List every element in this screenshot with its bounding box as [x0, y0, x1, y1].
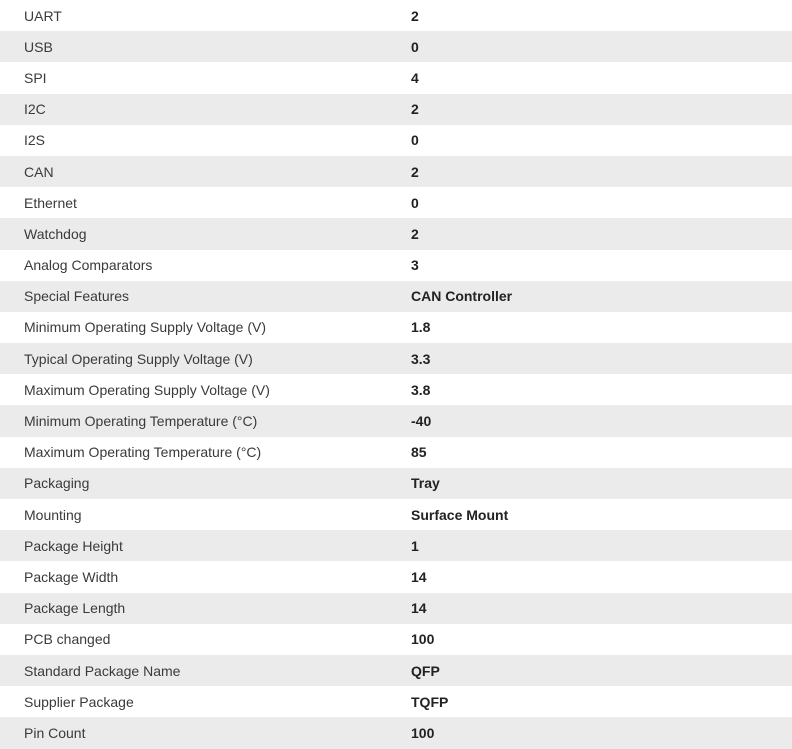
spec-row-i2s: [0, 125, 792, 156]
spec-value: QFP: [411, 662, 440, 679]
spec-row-watchdog: [0, 218, 792, 249]
spec-row-standard-package-name: [0, 655, 792, 686]
spec-label: Special Features: [24, 288, 130, 305]
spec-value: 3.3: [411, 350, 431, 367]
spec-label: Mounting: [24, 506, 82, 523]
spec-value: 1.8: [411, 319, 431, 336]
spec-label: I2C: [24, 101, 46, 118]
spec-row-pin-count: [0, 717, 792, 748]
spec-value: 3: [411, 257, 419, 274]
spec-value: 14: [411, 600, 427, 617]
spec-label: Minimum Operating Temperature (°C): [24, 413, 258, 430]
spec-label: USB: [24, 38, 53, 55]
spec-row-package-length: [0, 593, 792, 624]
spec-value: 14: [411, 568, 427, 585]
spec-row-ethernet: [0, 187, 792, 218]
spec-row-can: [0, 156, 792, 187]
spec-row-mounting: [0, 499, 792, 530]
spec-value: 1: [411, 537, 419, 554]
spec-row-uart: [0, 0, 792, 31]
spec-value: 2: [411, 163, 419, 180]
spec-label: Package Width: [24, 568, 119, 585]
spec-row-package-height: [0, 530, 792, 561]
spec-row-usb: [0, 31, 792, 62]
spec-label: Standard Package Name: [24, 662, 181, 679]
spec-value: -40: [411, 413, 432, 430]
spec-row-special-features: [0, 281, 792, 312]
spec-value: 100: [411, 724, 435, 741]
spec-label: Package Length: [24, 600, 126, 617]
spec-row-pcb-changed: [0, 624, 792, 655]
spec-row-max-supply-voltage: [0, 374, 792, 405]
spec-value: 85: [411, 444, 427, 461]
spec-value: 4: [411, 69, 419, 86]
spec-row-spi: [0, 62, 792, 93]
spec-label: SPI: [24, 69, 47, 86]
spec-row-typical-supply-voltage: [0, 343, 792, 374]
spec-value: 0: [411, 132, 419, 149]
spec-value: TQFP: [411, 693, 449, 710]
spec-label: UART: [24, 7, 62, 24]
spec-value: 100: [411, 631, 435, 648]
spec-row-package-width: [0, 561, 792, 592]
spec-row-i2c: [0, 94, 792, 125]
spec-label: Maximum Operating Temperature (°C): [24, 444, 262, 461]
spec-value: 3.8: [411, 381, 431, 398]
spec-label: I2S: [24, 132, 46, 149]
spec-label: Packaging: [24, 475, 90, 492]
spec-value: 0: [411, 38, 419, 55]
spec-label: CAN: [24, 163, 54, 180]
spec-label: Maximum Operating Supply Voltage (V): [24, 381, 270, 398]
spec-value: 2: [411, 101, 419, 118]
spec-label: Pin Count: [24, 724, 86, 741]
spec-row-analog-comparators: [0, 250, 792, 281]
spec-value: 2: [411, 7, 419, 24]
spec-value: 2: [411, 225, 419, 242]
spec-label: Watchdog: [24, 225, 87, 242]
spec-label: PCB changed: [24, 631, 111, 648]
spec-row-min-temperature: [0, 405, 792, 436]
spec-value: 0: [411, 194, 419, 211]
spec-value: CAN Controller: [411, 288, 513, 305]
spec-label: Ethernet: [24, 194, 77, 211]
spec-label: Package Height: [24, 537, 123, 554]
spec-label: Supplier Package: [24, 693, 134, 710]
spec-value: Tray: [411, 475, 440, 492]
spec-row-min-supply-voltage: [0, 312, 792, 343]
spec-row-max-temperature: [0, 437, 792, 468]
spec-row-packaging: [0, 468, 792, 499]
spec-value: Surface Mount: [411, 506, 509, 523]
spec-label: Analog Comparators: [24, 257, 153, 274]
spec-row-supplier-package: [0, 686, 792, 717]
spec-label: Minimum Operating Supply Voltage (V): [24, 319, 266, 336]
spec-label: Typical Operating Supply Voltage (V): [24, 350, 253, 367]
